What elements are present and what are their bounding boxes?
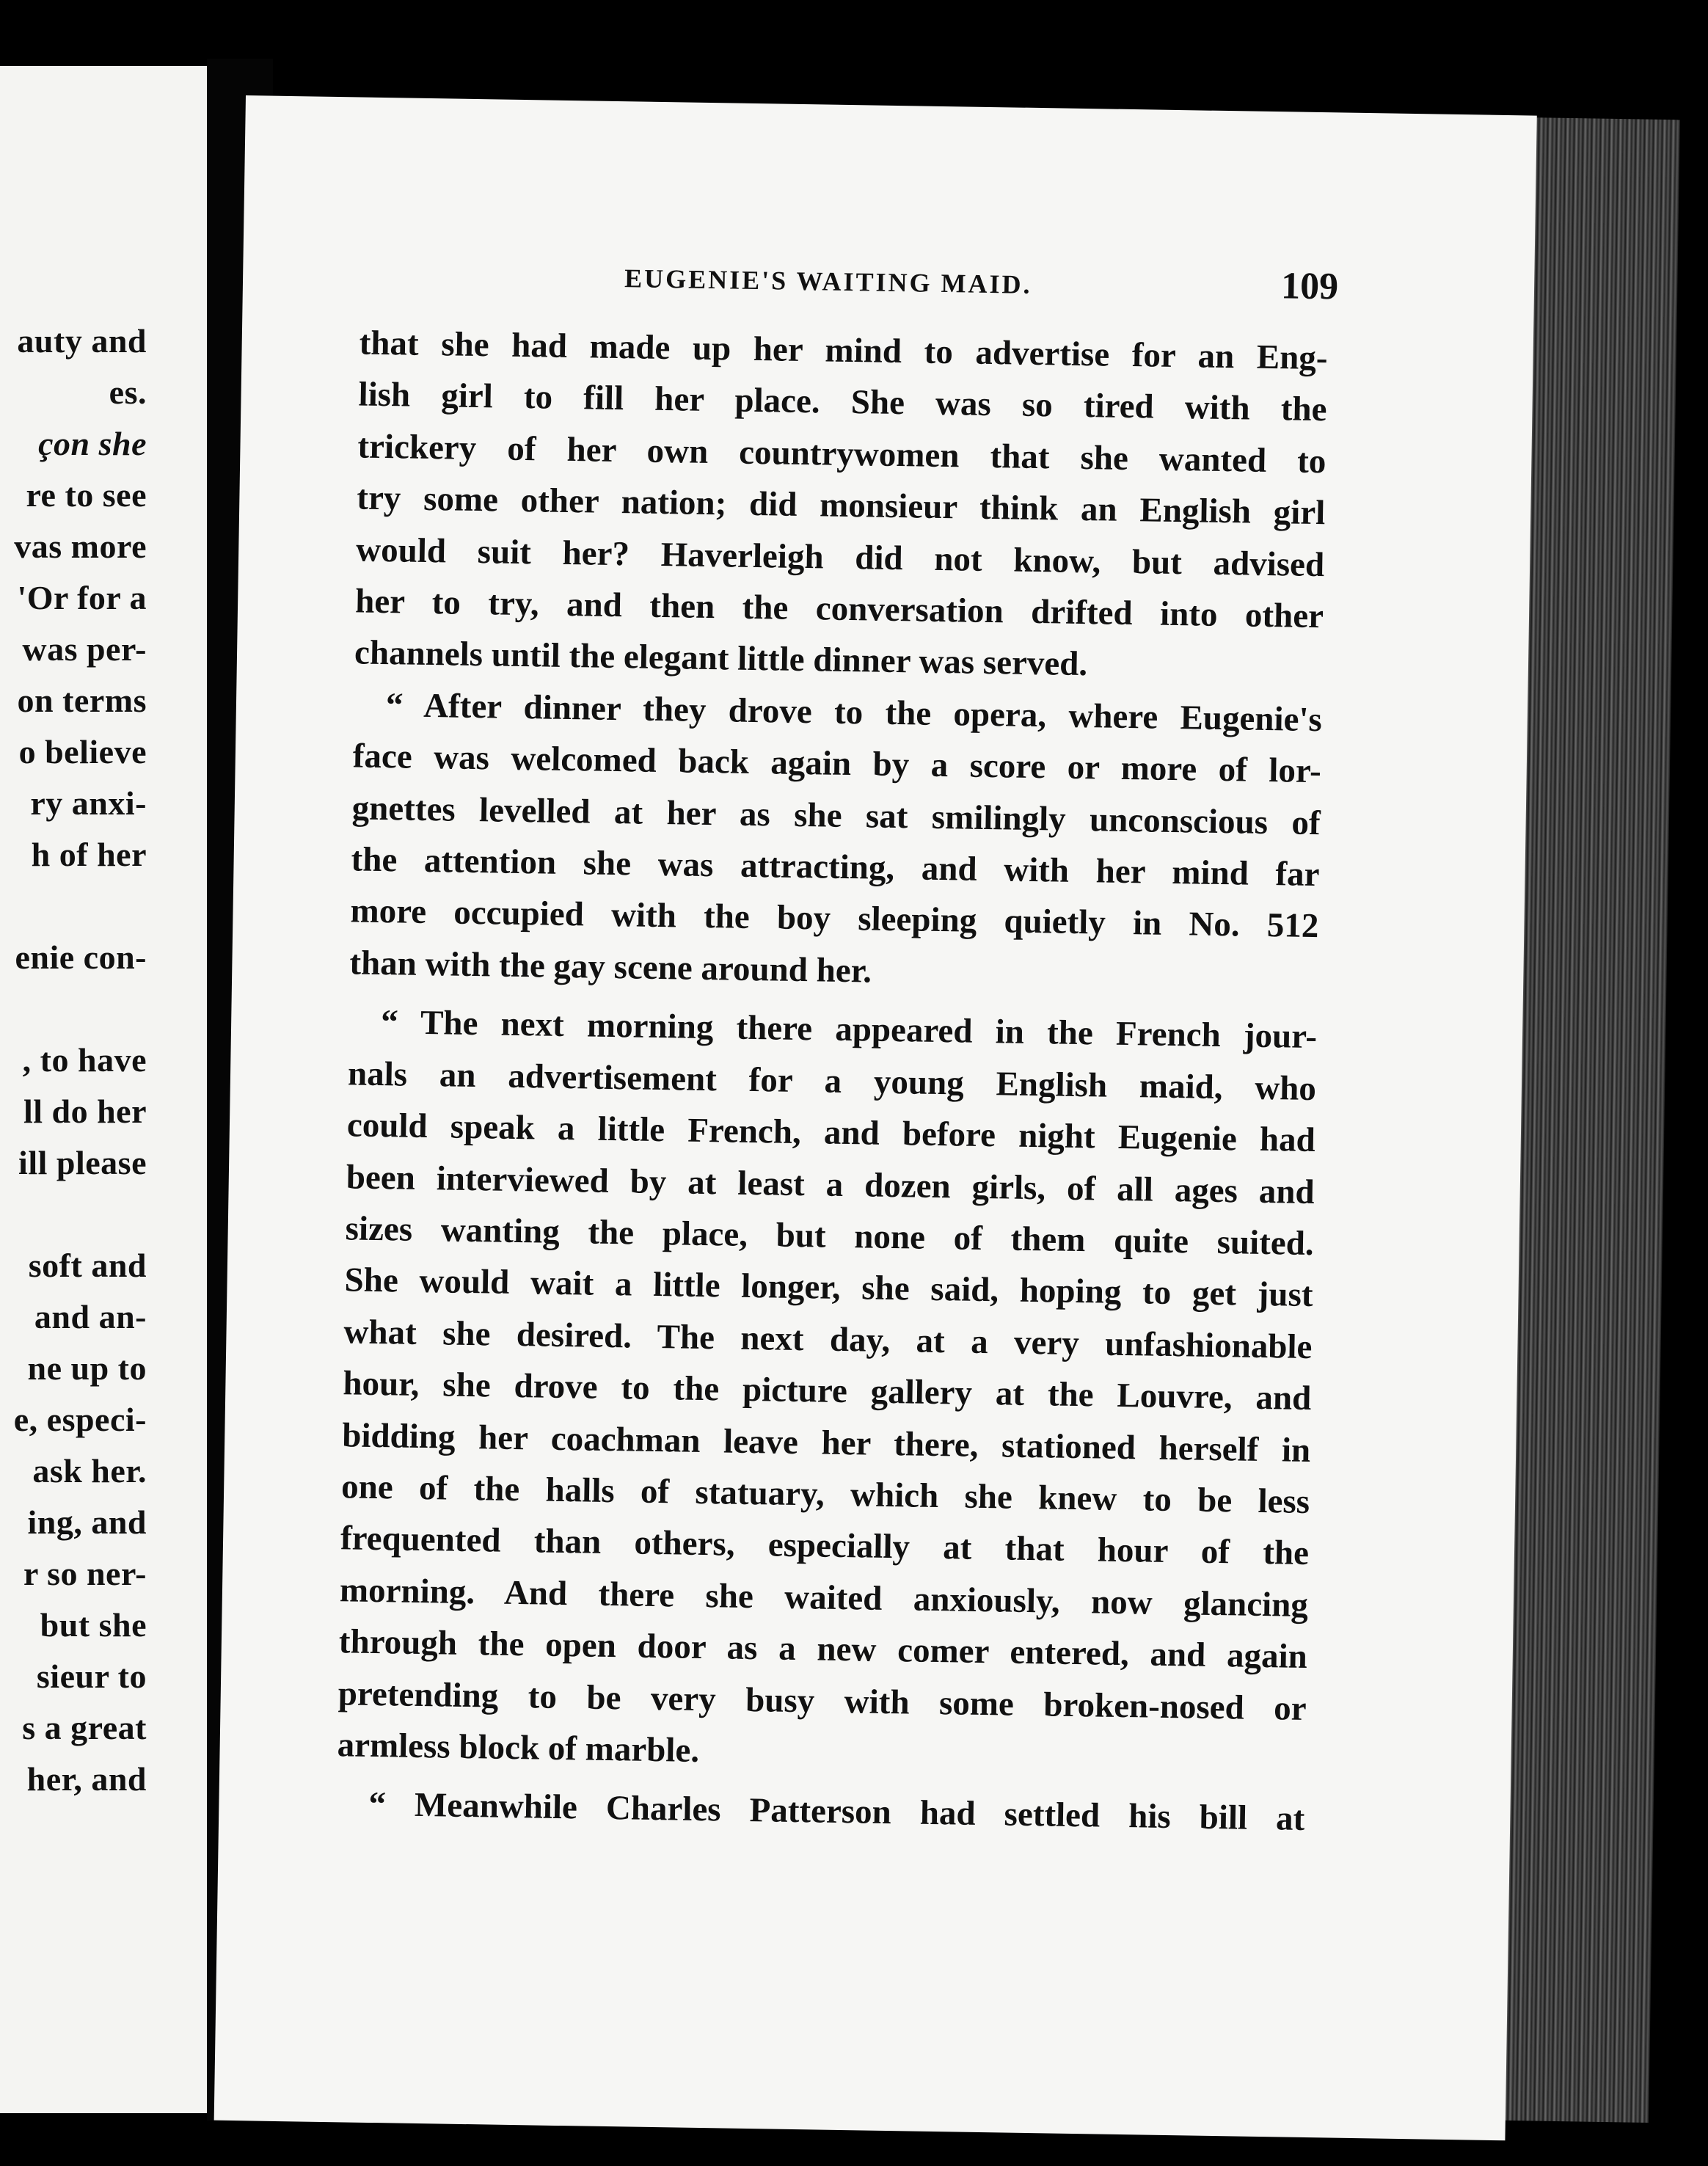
left-page-line: h of her [31, 836, 147, 873]
text-line: through the open door as a new comer entered, and again [338, 1622, 1308, 1677]
left-page-line: ry anxi- [30, 784, 147, 822]
left-page-line: but she [40, 1606, 147, 1644]
left-page-line: enie con- [15, 938, 147, 976]
left-page-line: on terms [17, 682, 147, 719]
text-line: could speak a little French, and before night Eugenie had [346, 1106, 1316, 1160]
left-page-line: auty and [17, 322, 147, 360]
left-page-line: e, especi- [13, 1401, 147, 1438]
text-line: channels until the elegant little dinner was served. [354, 633, 1088, 684]
left-page-line: ask her. [32, 1452, 147, 1489]
text-line: gnettes levelled at her as she sat smilingly unconscious of [351, 789, 1321, 842]
left-page-line: soft and [28, 1247, 147, 1284]
left-page-line: o believe [18, 733, 147, 770]
text-line: She would wait a little longer, she said, hoping to get just [344, 1261, 1313, 1315]
left-page-line: 'Or for a [17, 579, 147, 616]
text-line: nals an advertisement for a young English maid, who [347, 1054, 1317, 1108]
left-page-line: and an- [34, 1298, 147, 1335]
text-line: face was welcomed back again by a score or more of lor- [352, 737, 1322, 791]
text-line: armless block of marble. [337, 1726, 700, 1770]
left-page-line: s a great [22, 1709, 147, 1746]
text-line: the attention she was attracting, and with her mind far [351, 840, 1320, 894]
text-line: frequented than others, especially at that hour of the [340, 1519, 1310, 1573]
left-page-line: re to see [26, 476, 147, 514]
text-line: hour, she drove to the picture gallery at the Louvre, and [343, 1364, 1312, 1418]
left-page-line: ll do her [23, 1093, 147, 1130]
left-page-line: her, and [26, 1760, 147, 1798]
text-line: bidding her coachman leave her there, stationed herself in [341, 1415, 1311, 1470]
main-page [214, 95, 1537, 2140]
left-page-line: ing, and [27, 1503, 147, 1541]
left-page-line: çon she [38, 425, 147, 462]
left-page-line: , to have [22, 1041, 147, 1079]
left-page-line: ill please [18, 1144, 147, 1181]
text-line: try some other nation; did monsieur think an English girl [356, 478, 1326, 533]
left-page-line: sieur to [36, 1658, 147, 1695]
left-page-line: r so ner- [23, 1555, 147, 1592]
text-line: trickery of her own countrywomen that she wanted to [357, 427, 1326, 481]
text-line: pretending to be very busy with some broken-nosed or [337, 1674, 1307, 1728]
body-text [336, 317, 1328, 1845]
text-line: lish girl to fill her place. She was so tired with the [358, 375, 1327, 429]
text-line: than with the gay scene around her. [349, 944, 872, 991]
text-line: one of the halls of statuary, which she knew to be less [340, 1467, 1310, 1521]
left-page-line: was per- [22, 630, 147, 668]
text-line: that she had made up her mind to advertise for an Eng- [359, 324, 1328, 378]
left-page-line: vas more [14, 528, 147, 565]
left-page-line: es. [109, 373, 147, 411]
text-line: “ After dinner they drove to the opera, where Eugenie's [385, 685, 1323, 739]
text-line: would suit her? Haverleigh did not know, but advised [355, 530, 1325, 584]
text-line: sizes wanting the place, but none of them quite suited. [345, 1209, 1315, 1263]
left-page-line: ne up to [27, 1349, 147, 1387]
running-head: EUGENIE'S WAITING MAID. [624, 263, 1032, 299]
text-line: been interviewed by at least a dozen girls, of all ages and [346, 1157, 1315, 1211]
text-line: her to try, and then the conversation drifted into other [354, 582, 1324, 636]
text-line: morning. And there she waited anxiously, now glancing [339, 1571, 1309, 1624]
text-line: “ Meanwhile Charles Patterson had settled his bill at [368, 1785, 1305, 1839]
text-line: more occupied with the boy sleeping quietly in No. 512 [350, 891, 1319, 946]
text-line: what she desired. The next day, at a very unfashionable [343, 1313, 1313, 1366]
text-line: “ The next morning there appeared in the French jour- [380, 1003, 1318, 1057]
page-number: 109 [1280, 265, 1339, 308]
